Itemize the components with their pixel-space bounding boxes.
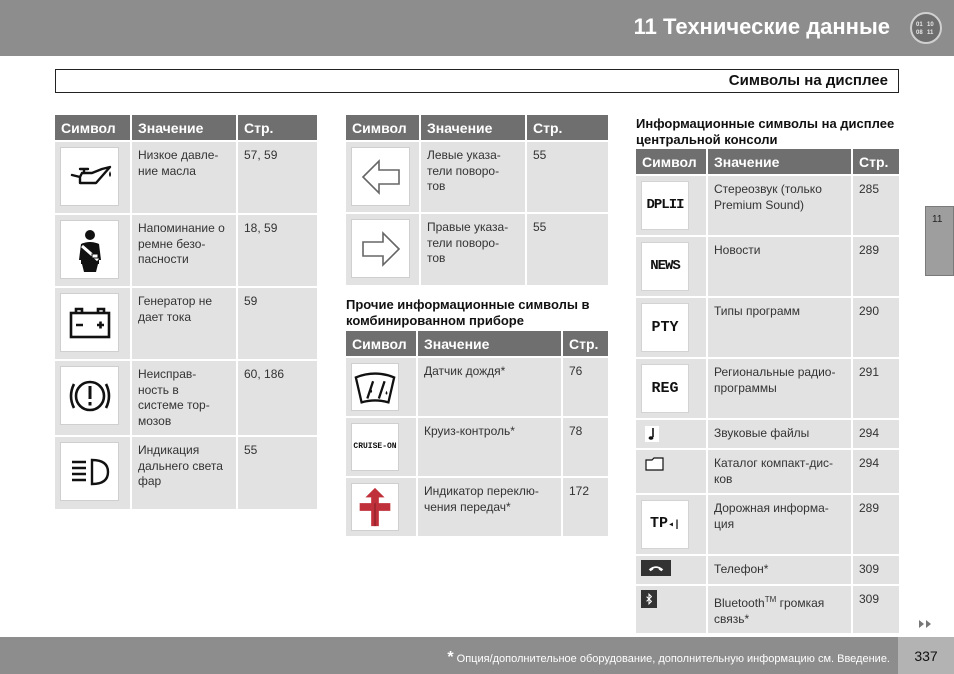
meaning-cell: Региональные радио- программы xyxy=(707,358,852,419)
meaning-cell: Индикация дальнего света фар xyxy=(131,436,237,509)
col-page: Стр. xyxy=(562,331,608,357)
reg-icon: REG xyxy=(641,364,689,413)
table-row xyxy=(636,175,899,236)
col-page: Стр. xyxy=(526,115,608,141)
meaning-cell: Правые указа- тели поворо- тов xyxy=(420,213,526,285)
meaning-cell: Типы программ xyxy=(707,297,852,358)
page-cell: 290 xyxy=(852,297,899,358)
col-symbol: Символ xyxy=(636,149,707,175)
news-icon: NEWS xyxy=(641,242,689,291)
meaning-cell: Круиз-контроль* xyxy=(417,417,562,477)
page-header xyxy=(0,0,954,56)
page-cell: 78 xyxy=(562,417,608,477)
meaning-cell: Звуковые файлы xyxy=(707,419,852,449)
cruise-control-icon: CRUISE-ON xyxy=(351,423,399,471)
table-row xyxy=(55,141,317,214)
page-cell: 172 xyxy=(562,477,608,536)
col-meaning: Значение xyxy=(707,149,852,175)
page-cell: 294 xyxy=(852,419,899,449)
page-cell: 291 xyxy=(852,358,899,419)
table-row xyxy=(55,436,317,509)
bluetooth-icon xyxy=(641,590,657,608)
page-cell: 76 xyxy=(562,357,608,417)
meaning-cell: Неисправ- ность в системе тор- мозов xyxy=(131,360,237,436)
table-row xyxy=(636,494,899,555)
warning-symbols-table xyxy=(55,115,317,509)
svg-text:08: 08 xyxy=(916,30,923,36)
side-tab-label: 11 xyxy=(932,214,943,225)
meaning-cell: Генератор не дает тока xyxy=(131,287,237,360)
console-symbols-table xyxy=(636,149,899,633)
page-cell: 289 xyxy=(852,494,899,555)
table-row xyxy=(346,357,608,417)
table-row xyxy=(346,141,608,213)
pty-icon: PTY xyxy=(641,303,689,352)
table-row xyxy=(636,419,899,449)
instrument-symbols-table xyxy=(346,331,608,536)
phone-icon xyxy=(641,560,671,576)
combined-instrument-heading: Прочие информационные символы в комбинированном приборе xyxy=(346,297,590,328)
svg-text:11: 11 xyxy=(927,30,934,36)
table-row xyxy=(636,297,899,358)
page-cell: 59 xyxy=(237,287,317,360)
page-cell: 285 xyxy=(852,175,899,236)
table-row xyxy=(55,214,317,287)
footnote xyxy=(447,649,890,667)
table-row xyxy=(636,236,899,297)
chapter-grid-icon xyxy=(910,12,942,44)
page-cell: 57, 59 xyxy=(237,141,317,214)
page-number: 337 xyxy=(898,637,954,674)
col-symbol: Символ xyxy=(55,115,131,141)
footnote-text: Опция/дополнительное оборудование, дополнительную информацию см. Введение. xyxy=(453,653,890,665)
high-beam-icon xyxy=(60,442,119,501)
meaning-cell: Левые указа- тели поворо- тов xyxy=(420,141,526,213)
svg-text:10: 10 xyxy=(927,22,934,28)
chapter-title: 11 Технические данные xyxy=(633,14,890,39)
col-page: Стр. xyxy=(852,149,899,175)
meaning-cell: Датчик дождя* xyxy=(417,357,562,417)
turn-signal-table xyxy=(346,115,608,285)
col-meaning: Значение xyxy=(417,331,562,357)
center-console-heading: Информационные символы на дисплее центральной консоли xyxy=(636,116,895,147)
meaning-cell: Bluetooth™ громкая связь* xyxy=(707,585,852,633)
meaning-cell: Дорожная информа- ция xyxy=(707,494,852,555)
meaning-cell: Стереозвук (только Premium Sound) xyxy=(707,175,852,236)
page-cell: 294 xyxy=(852,449,899,494)
meaning-cell: Напоминание о ремне безо- пасности xyxy=(131,214,237,287)
music-note-icon xyxy=(641,424,669,444)
page-cell: 18, 59 xyxy=(237,214,317,287)
page-cell: 60, 186 xyxy=(237,360,317,436)
meaning-cell: Каталог компакт-дис- ков xyxy=(707,449,852,494)
page-cell: 309 xyxy=(852,555,899,585)
meaning-cell: Новости xyxy=(707,236,852,297)
col-meaning: Значение xyxy=(420,115,526,141)
brake-warning-icon xyxy=(60,366,119,425)
meaning-cell: Индикатор переклю- чения передач* xyxy=(417,477,562,536)
page-footer xyxy=(0,637,954,674)
table-row xyxy=(55,287,317,360)
traffic-program-icon: TP◂| xyxy=(641,500,689,549)
seatbelt-reminder-icon xyxy=(60,220,119,279)
meaning-cell: Низкое давле- ние масла xyxy=(131,141,237,214)
table-row xyxy=(346,417,608,477)
svg-text:01: 01 xyxy=(916,22,923,28)
table-row xyxy=(346,477,608,536)
table-row xyxy=(636,449,899,494)
chapter-side-tab[interactable] xyxy=(925,206,954,276)
footnote-star: * xyxy=(447,649,454,666)
page-cell: 55 xyxy=(526,141,608,213)
folder-icon xyxy=(641,454,669,474)
table-row xyxy=(636,555,899,585)
page-cell: 55 xyxy=(526,213,608,285)
page-cell: 289 xyxy=(852,236,899,297)
double-chevron-right-icon[interactable] xyxy=(917,618,935,630)
rain-sensor-icon xyxy=(351,363,399,411)
battery-icon xyxy=(60,293,119,352)
table-row xyxy=(636,358,899,419)
col-symbol: Символ xyxy=(346,115,420,141)
col-meaning: Значение xyxy=(131,115,237,141)
oil-pressure-icon xyxy=(60,147,119,206)
section-bar xyxy=(55,69,899,93)
table-row xyxy=(346,213,608,285)
dolby-pl2-icon: DPLII xyxy=(641,181,689,230)
gear-shift-indicator-icon xyxy=(351,483,399,531)
page-cell: 309 xyxy=(852,585,899,633)
table-row xyxy=(55,360,317,436)
col-symbol: Символ xyxy=(346,331,417,357)
col-page: Стр. xyxy=(237,115,317,141)
left-turn-signal-icon xyxy=(351,147,410,206)
page-cell: 55 xyxy=(237,436,317,509)
section-title: Символы на дисплее xyxy=(728,72,888,89)
table-row xyxy=(636,585,899,633)
right-turn-signal-icon xyxy=(351,219,410,278)
meaning-cell: Телефон* xyxy=(707,555,852,585)
